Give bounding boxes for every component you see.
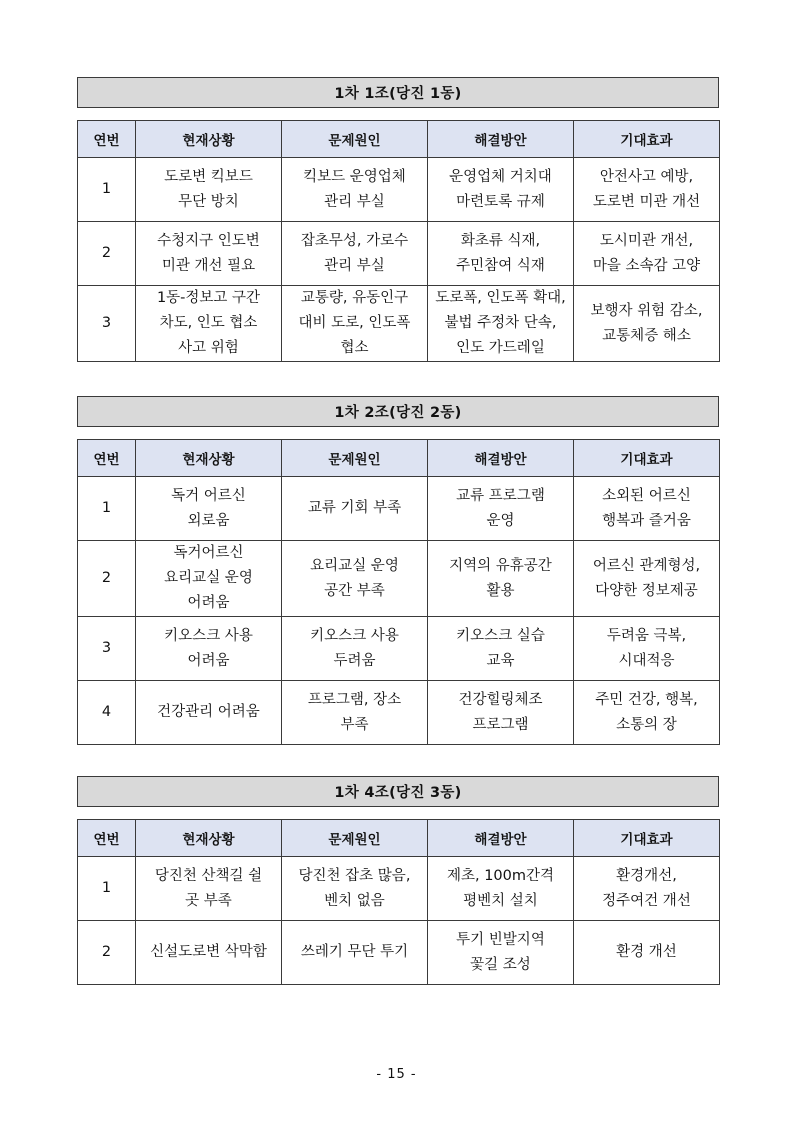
cell-no: 1 xyxy=(78,158,136,222)
cell-situation: 당진천 산책길 쉴 곳 부족 xyxy=(136,857,282,921)
cell-solution: 지역의 유휴공간 활용 xyxy=(428,541,574,617)
cell-situation: 키오스크 사용 어려움 xyxy=(136,617,282,681)
cell-cause: 쓰레기 무단 투기 xyxy=(282,921,428,985)
table-row xyxy=(78,617,720,681)
page-number: - 15 - xyxy=(376,1067,417,1082)
cell-effect: 안전사고 예방, 도로변 미관 개선 xyxy=(574,158,720,222)
cell-situation: 독거 어르신 외로움 xyxy=(136,477,282,541)
section-2 xyxy=(77,396,719,733)
cell-effect: 보행자 위험 감소, 교통체증 해소 xyxy=(574,286,720,362)
section-3 xyxy=(77,776,719,973)
section-title: 1차 1조(당진 1동) xyxy=(77,77,719,108)
header-cell-effect: 기대효과 xyxy=(574,440,720,477)
cell-cause: 프로그램, 장소 부족 xyxy=(282,681,428,745)
cell-cause: 키오스크 사용 두려움 xyxy=(282,617,428,681)
header-cell-no: 연번 xyxy=(78,820,136,857)
header-cell-cause: 문제원인 xyxy=(282,820,428,857)
header-cell-cause: 문제원인 xyxy=(282,121,428,158)
cell-solution: 도로폭, 인도폭 확대, 불법 주정차 단속, 인도 가드레일 xyxy=(428,286,574,362)
header-cell-situation: 현재상황 xyxy=(136,440,282,477)
cell-situation: 독거어르신 요리교실 운영 어려움 xyxy=(136,541,282,617)
header-cell-no: 연번 xyxy=(78,121,136,158)
cell-cause: 교통량, 유동인구 대비 도로, 인도폭 협소 xyxy=(282,286,428,362)
cell-situation: 1동-정보고 구간 차도, 인도 협소 사고 위험 xyxy=(136,286,282,362)
header-cell-effect: 기대효과 xyxy=(574,820,720,857)
cell-effect: 환경개선, 정주여건 개선 xyxy=(574,857,720,921)
cell-no: 2 xyxy=(78,222,136,286)
cell-cause: 당진천 잡초 많음, 벤치 없음 xyxy=(282,857,428,921)
header-cell-situation: 현재상황 xyxy=(136,820,282,857)
cell-cause: 요리교실 운영 공간 부족 xyxy=(282,541,428,617)
cell-situation: 도로변 킥보드 무단 방치 xyxy=(136,158,282,222)
table-row xyxy=(78,921,720,985)
table-row xyxy=(78,541,720,617)
table-row xyxy=(78,286,720,362)
section-title: 1차 4조(당진 3동) xyxy=(77,776,719,807)
cell-effect: 소외된 어르신 행복과 즐거움 xyxy=(574,477,720,541)
header-cell-no: 연번 xyxy=(78,440,136,477)
header-row xyxy=(78,440,720,477)
table-row xyxy=(78,158,720,222)
cell-effect: 도시미관 개선, 마을 소속감 고양 xyxy=(574,222,720,286)
cell-solution: 운영업체 거치대 마련토록 규제 xyxy=(428,158,574,222)
cell-situation: 건강관리 어려움 xyxy=(136,681,282,745)
cell-solution: 건강힐링체조 프로그램 xyxy=(428,681,574,745)
header-cell-solution: 해결방안 xyxy=(428,820,574,857)
table-row xyxy=(78,681,720,745)
table xyxy=(77,819,720,985)
header-cell-solution: 해결방안 xyxy=(428,121,574,158)
section-title: 1차 2조(당진 2동) xyxy=(77,396,719,427)
cell-effect: 주민 건강, 행복, 소통의 장 xyxy=(574,681,720,745)
table xyxy=(77,120,720,362)
cell-no: 1 xyxy=(78,477,136,541)
cell-effect: 어르신 관계형성, 다양한 정보제공 xyxy=(574,541,720,617)
table-row xyxy=(78,477,720,541)
header-cell-cause: 문제원인 xyxy=(282,440,428,477)
cell-effect: 두려움 극복, 시대적응 xyxy=(574,617,720,681)
header-row xyxy=(78,820,720,857)
table-row xyxy=(78,222,720,286)
section-1 xyxy=(77,77,719,356)
header-cell-solution: 해결방안 xyxy=(428,440,574,477)
cell-solution: 교류 프로그램 운영 xyxy=(428,477,574,541)
cell-cause: 킥보드 운영업체 관리 부실 xyxy=(282,158,428,222)
header-cell-situation: 현재상황 xyxy=(136,121,282,158)
cell-cause: 잡초무성, 가로수 관리 부실 xyxy=(282,222,428,286)
cell-solution: 화초류 식재, 주민참여 식재 xyxy=(428,222,574,286)
table-row xyxy=(78,857,720,921)
header-cell-effect: 기대효과 xyxy=(574,121,720,158)
cell-solution: 투기 빈발지역 꽃길 조성 xyxy=(428,921,574,985)
cell-situation: 수청지구 인도변 미관 개선 필요 xyxy=(136,222,282,286)
cell-solution: 키오스크 실습 교육 xyxy=(428,617,574,681)
cell-situation: 신설도로변 삭막함 xyxy=(136,921,282,985)
cell-no: 1 xyxy=(78,857,136,921)
cell-no: 4 xyxy=(78,681,136,745)
header-row xyxy=(78,121,720,158)
cell-no: 2 xyxy=(78,541,136,617)
cell-effect: 환경 개선 xyxy=(574,921,720,985)
cell-no: 3 xyxy=(78,286,136,362)
cell-cause: 교류 기회 부족 xyxy=(282,477,428,541)
cell-solution: 제초, 100m간격 평벤치 설치 xyxy=(428,857,574,921)
cell-no: 2 xyxy=(78,921,136,985)
cell-no: 3 xyxy=(78,617,136,681)
table xyxy=(77,439,720,745)
